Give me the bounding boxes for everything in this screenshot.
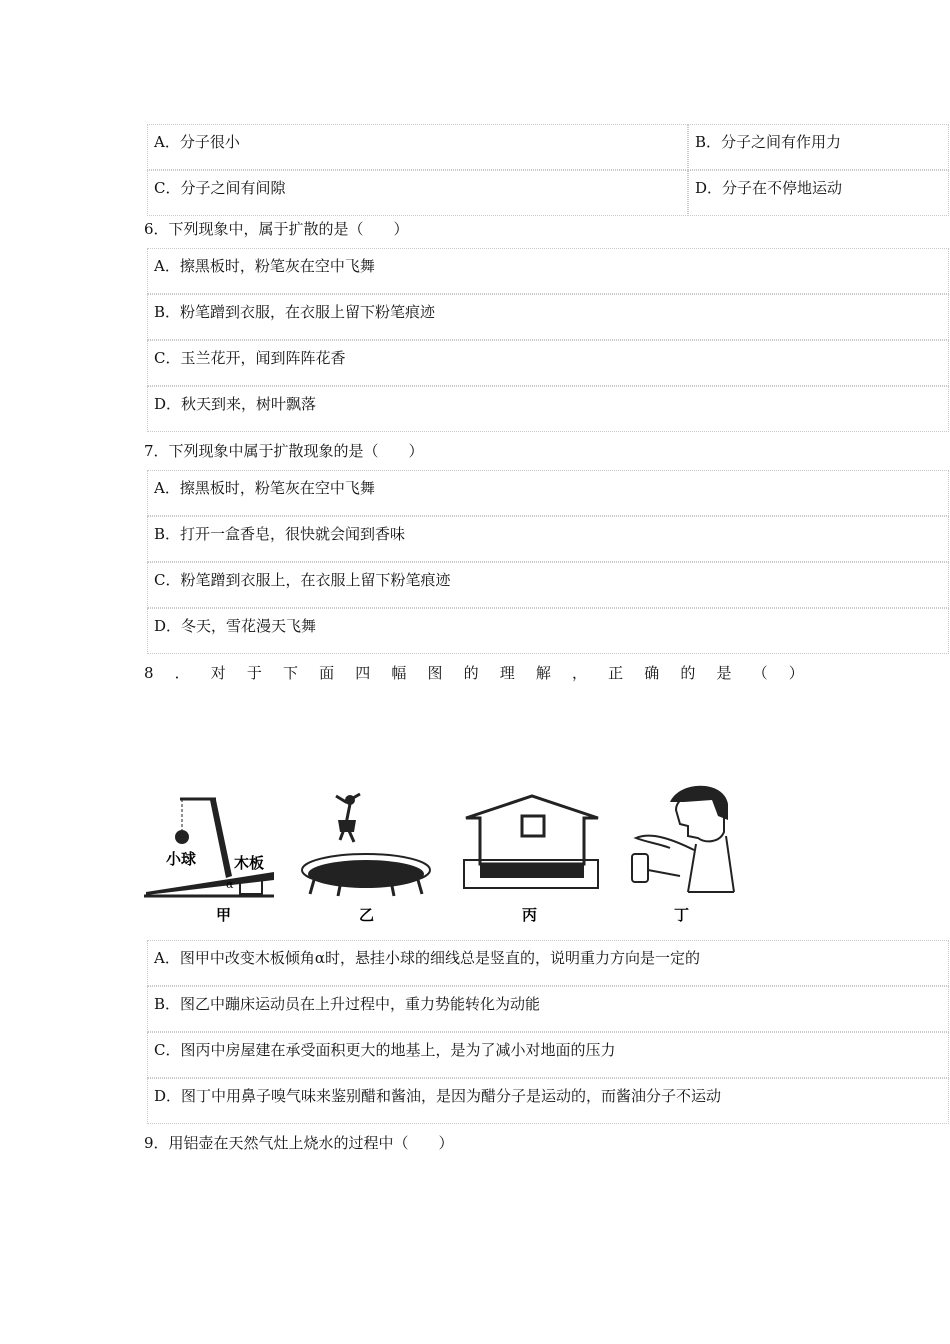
q8-stem-char: 理 [499,664,515,682]
q6-option-c[interactable]: C．玉兰花开，闻到阵阵花香 [147,340,949,386]
figure-caption-ding: 丁 [674,906,690,924]
q8-stem-char: ． [174,664,190,682]
foundation-slab [480,864,584,878]
jumper-skirt [338,820,356,832]
q8-figures [140,780,740,930]
ball-shape [175,830,189,844]
figure-ding [632,786,734,924]
house-outline [466,796,598,864]
q8-stem-char: 解 [535,664,551,682]
q8-stem-char: 确 [644,664,660,682]
q5-options [147,124,949,216]
q6-option-d[interactable]: D．秋天到来，树叶飘落 [147,386,949,432]
q8-option-d[interactable]: D．图丁中用鼻子嗅气味来鉴别醋和酱油，是因为醋分子是运动的，而酱油分子不运动 [147,1078,949,1124]
figure-caption-yi: 乙 [359,906,375,924]
q8-stem-char: 是 [716,664,732,682]
q7-option-a[interactable]: A．擦黑板时，粉笔灰在空中飞舞 [147,470,949,516]
trampoline-leg [338,886,340,896]
figure-yi [302,794,430,924]
q6-option-b[interactable]: B．粉笔蹭到衣服，在衣服上留下粉笔痕迹 [147,294,949,340]
q5-option-c[interactable]: C．分子之间有间隙 [147,170,688,216]
q8-stem-char: 图 [427,664,443,682]
q6-options [147,248,949,432]
q8-stem [144,662,804,684]
person-arm [636,836,694,850]
q8-stem-char: 于 [246,664,262,682]
q7-option-b[interactable]: B．打开一盒香皂，很快就会闻到香味 [147,516,949,562]
q5-option-d[interactable]: D．分子在不停地运动 [688,170,949,216]
q8-stem-char: 8 [144,664,154,682]
ball-label: 小球 [166,850,197,868]
angle-label: α [226,878,234,891]
q8-stem-char: 的 [463,664,479,682]
q6-stem: 6．下列现象中，属于扩散的是（ ） [144,220,409,238]
person-body [688,836,734,892]
figure-bing [464,796,598,924]
q5-option-b[interactable]: B．分子之间有作用力 [688,124,949,170]
q6-option-a[interactable]: A．擦黑板时，粉笔灰在空中飞舞 [147,248,949,294]
wooden-board-shape [146,872,274,895]
q5-option-a[interactable]: A．分子很小 [147,124,688,170]
q7-option-c[interactable]: C．粉笔蹭到衣服上，在衣服上留下粉笔痕迹 [147,562,949,608]
house-window [522,816,544,836]
person-hand [648,870,680,876]
figure-caption-jia: 甲 [216,906,232,924]
board-label: 木板 [234,854,265,872]
q7-options [147,470,949,654]
q8-stem-char: 对 [210,664,226,682]
q8-stem-char: 幅 [391,664,407,682]
q8-option-a[interactable]: A．图甲中改变木板倾角α时，悬挂小球的细线总是竖直的，说明重力方向是一定的 [147,940,949,986]
bottle-shape [632,854,648,882]
trampoline-leg [418,880,422,894]
q9-stem: 9．用铝壶在天然气灶上烧水的过程中（ ） [144,1134,454,1152]
trampoline-leg [392,886,394,896]
q8-stem-char: 正 [608,664,624,682]
jumper-body [336,794,360,842]
q7-option-d[interactable]: D．冬天，雪花漫天飞舞 [147,608,949,654]
q8-stem-char: 面 [319,664,335,682]
figure-caption-bing: 丙 [522,906,538,924]
q7-stem: 7．下列现象中属于扩散现象的是（ ） [144,442,424,460]
q8-stem-char: （ [752,664,768,682]
figure-jia [144,799,274,924]
q8-stem-char: 下 [283,664,299,682]
q8-stem-char: ） [788,664,804,682]
trampoline-leg [310,880,314,894]
trampoline-bed [308,860,424,888]
q8-stem-char: 的 [680,664,696,682]
q8-options [147,940,949,1124]
q8-stem-char: 四 [355,664,371,682]
stand-pole [210,800,232,878]
q8-stem-char: ， [572,664,588,682]
q8-option-b[interactable]: B．图乙中蹦床运动员在上升过程中，重力势能转化为动能 [147,986,949,1032]
q8-option-c[interactable]: C．图丙中房屋建在承受面积更大的地基上，是为了减小对地面的压力 [147,1032,949,1078]
